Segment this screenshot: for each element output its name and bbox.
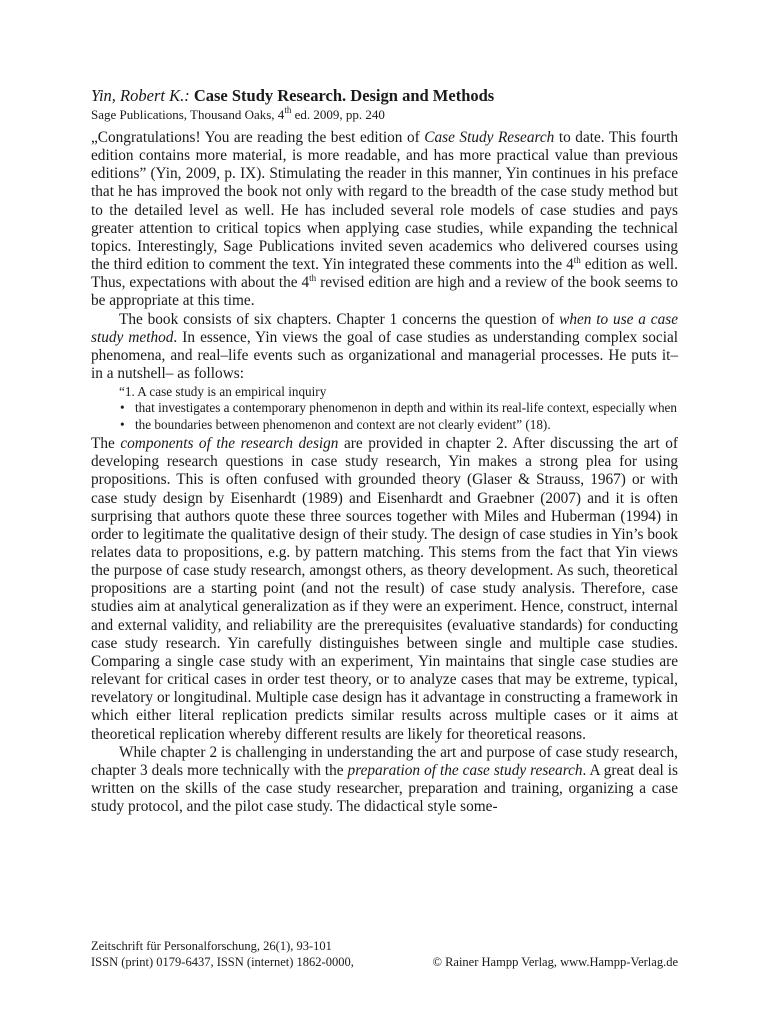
- paragraph-3: The components of the research design are provided in chapter 2. After discussing the art of developing research questions in case study research, Yin makes a strong plea for using propositions. This is often confused with grounded theory (Glaser & Strauss, 1967) or with case study design by Eisenhardt (1989) and Eisenhardt and Graebner (2007) and it is often surprising that authors quote these three sources together with Miles and Huberman (1994) in order to legitimate the qualitative design of their study. The design of case studies in Yin’s book relates data to propositions, e.g. by pattern matching. This stems from the fact that Yin views the purpose of case study research, amongst others, as theory development. As such, theoretical propositions are a starting point (and not the result) of case study analysis. Therefore, case studies aim at analytical generalization as if they were an experiment. Hence, construct, internal and external validity, and reliability are the prerequisites (evaluative standards) for conducting case study research. Yin carefully distinguishes between single and multiple case studies. Comparing a single case study with an experiment, Yin maintains that single case studies are relevant for critical cases in order test theory, or to analyze cases that may be extreme, typical, revelatory or longitudinal. Multiple case design has it advantage in constructing a framework in which either literal replication predicts similar results across multiple cases or it aims at theoretical replication whereby different results are likely for theoretical reasons.: [91, 435, 679, 743]
- quote-lead: “1. A case study is an empirical inquiry: [119, 384, 327, 400]
- copyright-info: © Rainer Hampp Verlag, www.Hampp-Verlag.de: [432, 955, 678, 969]
- paragraph-2: The book consists of six chapters. Chapter 1 concerns the question of when to use a case study method. In essence, Yin views the goal of case studies as understanding complex social phenomena, and real–life events such as organizational and managerial processes. He puts it– in a nutshell– as follows:: [91, 310, 678, 383]
- quote-bullet: • that investigates a contemporary phenomenon in depth and within its real-life context, especially when: [119, 400, 678, 416]
- journal-citation: Zeitschrift für Personalforschung, 26(1), 93-101: [91, 939, 332, 953]
- book-title: Case Study Research. Design and Methods: [193, 86, 495, 105]
- author-name: Yin, Robert K.:: [91, 86, 190, 105]
- issn-info: ISSN (print) 0179-6437, ISSN (internet) 1862-0000,: [91, 955, 354, 969]
- paragraph-4: While chapter 2 is challenging in understanding the art and purpose of case study research, chapter 3 deals more technically with the preparation of the case study research. A great deal is written on the skills of the case study researcher, preparation and training, organizing a case study protocol, and the pilot case study. The didactical style some-: [91, 743, 679, 816]
- paragraph-1: „Congratulations! You are reading the best edition of Case Study Research to date. This fourth edition contains more material, is more readable, and has more practical value than previous editions” (Yin, 2009, p. IX). Stimulating the reader in this manner, Yin continues in his preface that he has improved the book not only with regard to the breadth of the case study method but to the detailed level as well. He has included several role models of case studies and pays greater attention to critical topics when applying case studies, while expanding the technical topics. Interestingly, Sage Publications invited seven academics who delivered courses using the third edition to comment the text. Yin integrated these comments into the 4th edition as well. Thus, expectations with about the 4th revised edition are high and a review of the book seems to be appropriate at this time.: [91, 129, 678, 310]
- quote-bullets: [119, 400, 678, 433]
- page-footer: [91, 938, 678, 970]
- review-title: [91, 86, 678, 106]
- quote-bullet: • the boundaries between phenomenon and context are not clearly evident” (18).: [119, 417, 678, 433]
- definition-quote: [119, 384, 678, 433]
- review-page: [91, 86, 678, 816]
- publication-info: Sage Publications, Thousand Oaks, 4th ed. 2009, pp. 240: [91, 105, 385, 122]
